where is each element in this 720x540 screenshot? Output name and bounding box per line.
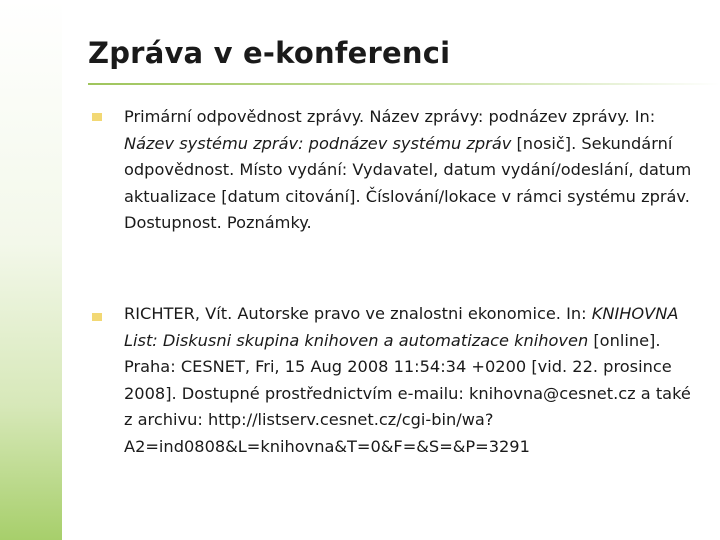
text-segment: Primární odpovědnost zprávy. Název zprávy: podnázev zprávy. In:	[124, 107, 656, 126]
text-segment: [nosič]. Sekundární odpovědnost. Místo vydání: Vydavatel, datum vydání/odeslání, datum aktualizace [datum citování]. Číslování/lokace v rámci systému zpráv. Dostupnost. Poznámky.	[124, 133, 692, 232]
bullet-text-template	[124, 104, 694, 237]
text-segment-italic: KNIHOVNA List: Diskusni skupina knihoven a automatizace knihoven	[124, 304, 679, 350]
title-underline	[88, 83, 720, 85]
text-segment: [online]. Praha: CESNET, Fri, 15 Aug 2008 11:54:34 +0200 [vid. 22. prosince 2008]. Dostupné prostřednictvím e-mailu: knihovna@cesnet.cz a také z archivu: http://listserv.cesnet.cz/cgi-bin/wa?A2=ind0808&L=knihovna&T=0&F=&S=&P=3291	[124, 330, 691, 456]
bullet-square-icon	[92, 113, 102, 121]
slide-title: Zpráva v e-konferenci	[88, 36, 451, 70]
text-segment: RICHTER, Vít. Autorske pravo ve znalostni ekonomice. In:	[124, 304, 592, 323]
text-segment-italic: Název systému zpráv: podnázev systému zpráv	[124, 133, 512, 153]
bullet-square-icon	[92, 313, 102, 321]
bullet-text-example	[124, 301, 694, 460]
sidebar-decoration	[0, 0, 62, 540]
